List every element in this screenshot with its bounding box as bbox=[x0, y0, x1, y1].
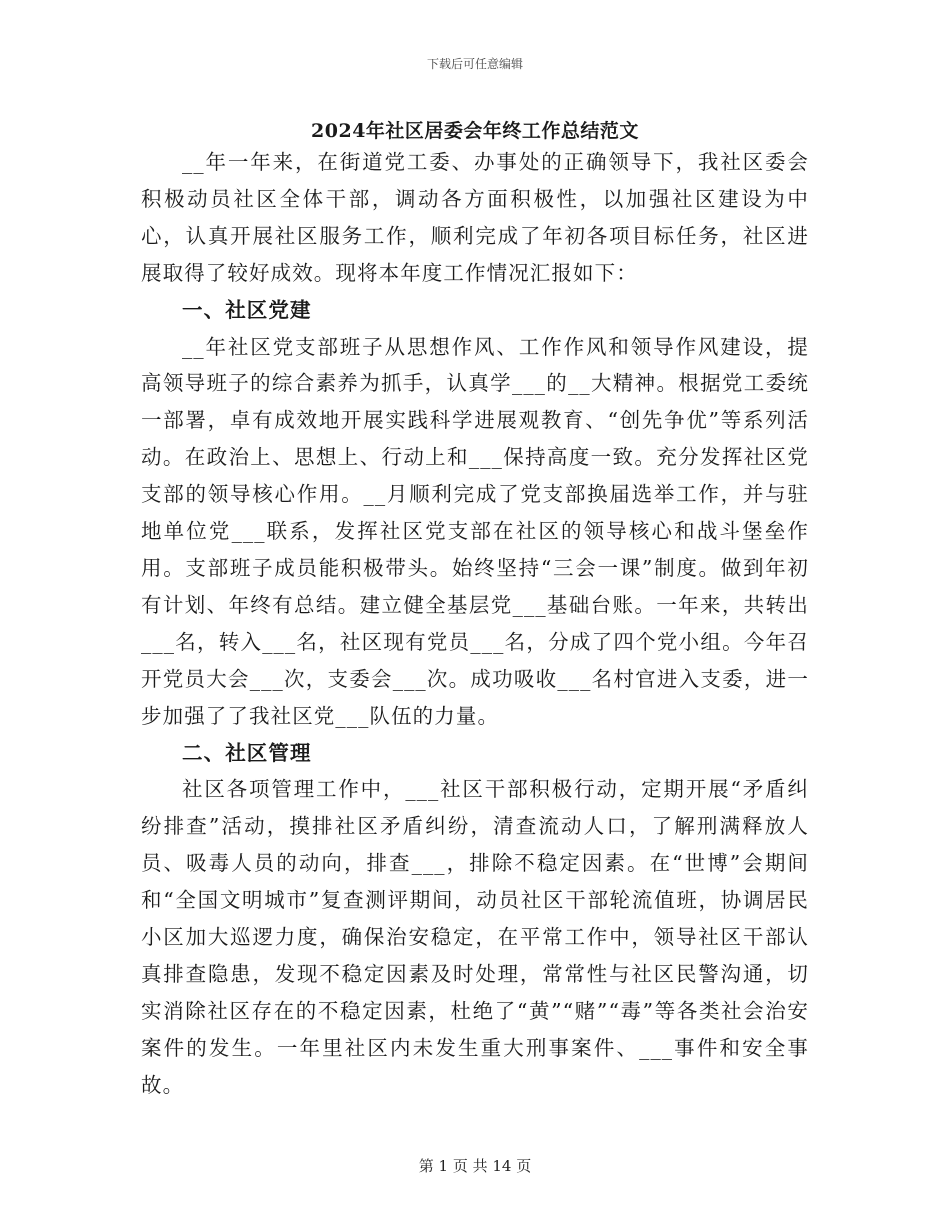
document-body bbox=[141, 144, 809, 1104]
page-number-footer: 第 1 页 共 14 页 bbox=[418, 1157, 532, 1175]
document-title: 2024年社区居委会年终工作总结范文 bbox=[311, 120, 639, 142]
section-body-community-management: 社区各项管理工作中，___社区干部积极行动，定期开展“矛盾纠纷排查”活动，摸排社区矛盾纠纷，清查流动人口，了解刑满释放人员、吸毒人员的动向，排查___，排除不稳定因素。在“世博”会期间和“全国文明城市”复查测评期间，动员社区干部轮流值班，协调居民小区加大巡逻力度，确保治安稳定，在平常工作中，领导社区干部认真排查隐患，发现不稳定因素及时处理，常常性与社区民警沟通，切实消除社区存在的不稳定因素，杜绝了“黄”“赌”“毒”等各类社会治安案件的发生。一年里社区内未发生重大刑事案件、___事件和安全事故。 bbox=[141, 777, 809, 1097]
section-heading-party-building: 一、社区党建 bbox=[182, 297, 312, 322]
intro-paragraph: __年一年来，在街道党工委、办事处的正确领导下，我社区委会积极动员社区全体干部，调动各方面积极性，以加强社区建设为中心，认真开展社区服务工作，顺利完成了年初各项目标任务，社区进展取得了较好成效。现将本年度工作情况汇报如下： bbox=[141, 150, 809, 285]
section-body-party-building: __年社区党支部班子从思想作风、工作作风和领导作风建设，提高领导班子的综合素养为抓手，认真学___的__大精神。根据党工委统一部署，卓有成效地开展实践科学进展观教育、“创先争优”等系列活动。在政治上、思想上、行动上和___保持高度一致。充分发挥社区党支部的领导核心作用。__月顺利完成了党支部换届选举工作，并与驻地单位党___联系，发挥社区党支部在社区的领导核心和战斗堡垒作用。支部班子成员能积极带头。始终坚持“三会一课”制度。做到年初有计划、年终有总结。建立健全基层党___基础台账。一年来，共转出___名，转入___名，社区现有党员___名，分成了四个党小组。今年召开党员大会___次，支委会___次。成功吸收___名村官进入支委，进一步加强了了我社区党___队伍的力量。 bbox=[141, 334, 809, 728]
section-heading-community-management: 二、社区管理 bbox=[182, 740, 312, 765]
header-note: 下载后可任意编辑 bbox=[426, 57, 523, 71]
